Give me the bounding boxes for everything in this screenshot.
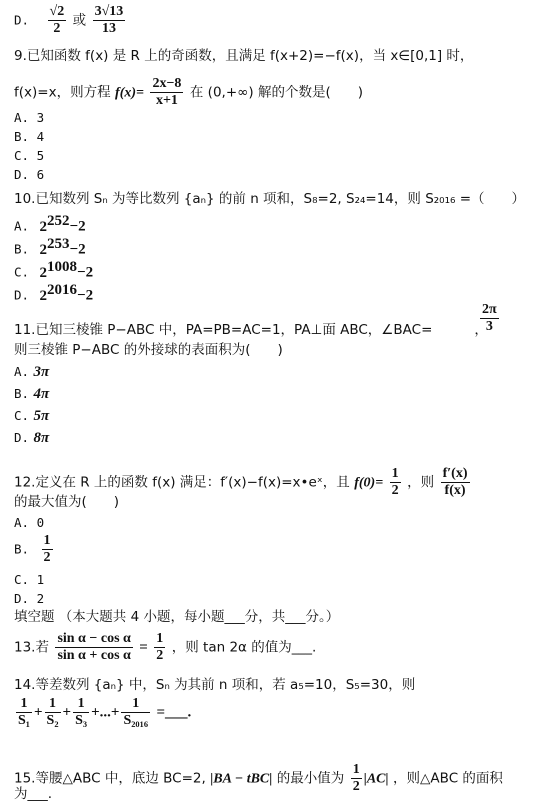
q10-option-d: D. $2^{2016}-2$: [14, 282, 94, 304]
q14-term-1: $\frac{1}{\text{S₁}}$: [18, 696, 30, 728]
q13-rhs-frac: $\frac{1}{2}$: [156, 631, 164, 663]
q12-stem-line2: 的最大值为( ): [14, 494, 120, 510]
q12-option-d: D. 2: [14, 591, 45, 606]
q12-option-a: A. 0: [14, 515, 45, 530]
q9-option-d: D. 6: [14, 167, 45, 182]
q15-line2: 为___.: [14, 786, 53, 802]
q11-option-b: B. 4π: [14, 386, 50, 402]
q10-stem: 10.已知数列 Sₙ 为等比数列 {aₙ} 的前 n 项和，S₈=2, S₂₄=14，则 S₂₀₁₆ =（ ）: [14, 191, 526, 207]
q9-option-c: C. 5: [14, 148, 45, 163]
q15-abs-ac: |AC|: [363, 771, 389, 787]
q9-stem-part1: f(x)=x，则方程: [14, 84, 111, 101]
q11-option-c: C. 5π: [14, 408, 50, 424]
q9-eq-lhs: f(x)=: [115, 85, 144, 101]
q14-term-2: $\frac{1}{\text{S₂}}$: [46, 696, 59, 728]
q12-option-b: B. $\frac{1}{2}$: [14, 533, 51, 565]
q11-angle-frac: $\frac{2\pi}{3}$: [482, 302, 497, 334]
q8-option-d: [14, 4, 127, 37]
q9-eq-frac: $\frac{2x-8}{x+1}$: [152, 76, 182, 108]
q11-option-a: A. 3π: [14, 364, 50, 380]
q12-ratio-frac: $\frac{f'(x)}{f(x)}$: [442, 466, 468, 498]
q12-option-b-frac: $\frac{1}{2}$: [43, 533, 51, 565]
q12-f0-frac: $\frac{1}{2}$: [391, 466, 399, 498]
q12-stem-line1: 12.定义在 R 上的函数 f(x) 满足：f′(x)−f(x)=x•eˣ，且 f(0)= $\frac{1}{2}$ ，则 $\frac{f'(x)}{f(x)}$: [14, 466, 468, 498]
q10-option-a: A. $2^{252}-2$: [14, 213, 86, 235]
q11-stem-line1: 11.已知三棱锥 P−ABC 中，PA=PB=AC=1，PA⊥面 ABC，∠BAC= ，: [14, 322, 488, 338]
q15-abs-expr: |BA − tBC|: [210, 771, 273, 787]
fill-section-header: 填空题 （本大题共 4 小题，每小题___分，共___分。）: [14, 609, 340, 625]
q8-option-d-label: D.: [14, 12, 30, 28]
q12-option-c: C. 1: [14, 572, 45, 587]
q9-stem-line2: [14, 76, 363, 109]
q8-option-d-frac2: $\frac{3√13}{13}$: [94, 4, 124, 36]
q15-half-frac: $\frac{1}{2}$: [352, 762, 360, 794]
q15-line1: 15.等腰△ABC 中，底边 BC=2, |BA − tBC| 的最小值为 $\frac{1}{2}$ |AC| ，则△ABC 的面积: [14, 762, 503, 794]
q9-option-a: A. 3: [14, 110, 45, 125]
q13-lhs-frac: $\frac{\text{sin α − cos α}}{\text{sin α + cos α}}$: [57, 631, 131, 663]
q14-term-3: $\frac{1}{\text{S₃}}$: [75, 696, 88, 728]
q10-option-c: C. $2^{1008}-2$: [14, 259, 94, 281]
q14-answer-blank: =___.: [156, 704, 192, 721]
q14-sum-expression: $\frac{1}{\text{S₁}}$ + $\frac{1}{\text{S₂}}$ + $\frac{1}{\text{S₃}}$ +...+ $\frac{1}{\text{S₂₀₁₆}}$ =___.: [18, 696, 192, 728]
q9-option-b: B. 4: [14, 129, 45, 144]
q8-option-d-frac1: $\frac{√2}{2}$: [49, 4, 65, 36]
q14-dots: +...+: [91, 704, 120, 721]
q14-line1: 14.等差数列 {aₙ} 中，Sₙ 为其前 n 项和，若 a₅=10，S₅=30，则: [14, 677, 416, 693]
q10-option-b: B. $2^{253}-2$: [14, 236, 86, 258]
q11-option-d: D. 8π: [14, 430, 50, 446]
q13-line: 13.若 $\frac{\text{sin α − cos α}}{\text{sin α + cos α}}$ = $\frac{1}{2}$ ，则 tan 2α 的值为___.: [14, 631, 317, 663]
q14-term-last: $\frac{1}{\text{S₂₀₁₆}}$: [123, 696, 149, 728]
q9-stem-line1: 9.已知函数 f(x) 是 R 上的奇函数，且满足 f(x+2)=−f(x)，当 x∈[0,1] 时，: [14, 48, 474, 64]
q11-stem-line2: 则三棱锥 P−ABC 的外接球的表面积为( ): [14, 342, 283, 358]
q8-or: 或: [72, 12, 87, 29]
q9-stem-part2: 在 (0,+∞) 解的个数是( ): [189, 84, 363, 101]
